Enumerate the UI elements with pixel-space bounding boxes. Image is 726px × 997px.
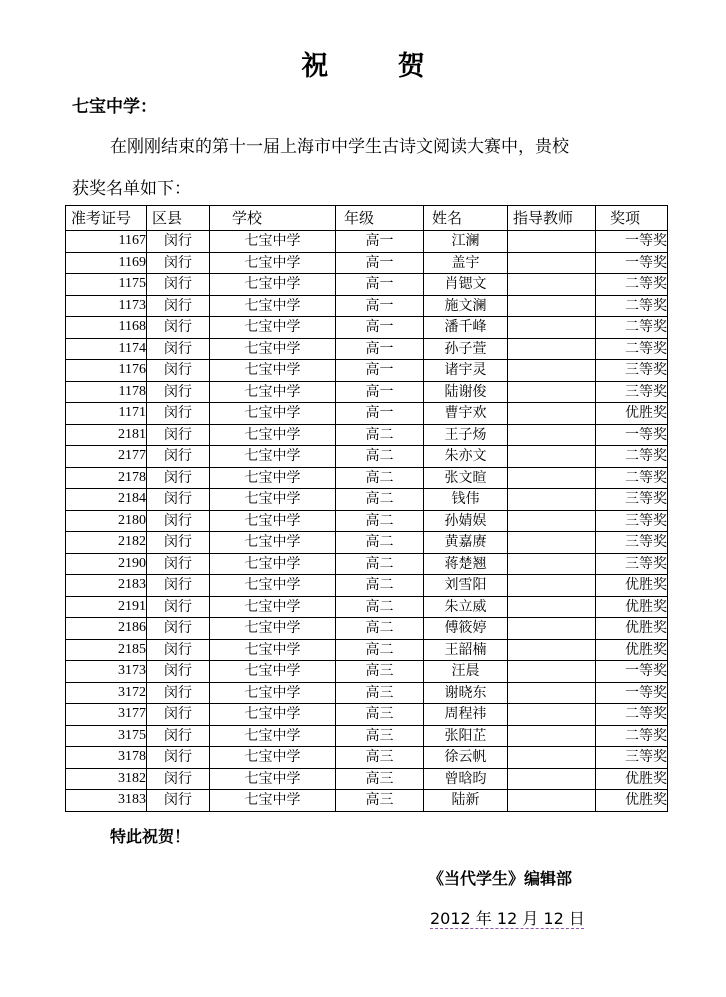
table-row (66, 381, 668, 403)
teacher-cell (508, 747, 596, 769)
grade-cell: 高一 (336, 295, 424, 317)
school-cell: 七宝中学 (210, 768, 336, 790)
district-cell: 闵行 (147, 747, 210, 769)
table-row (66, 274, 668, 296)
body-paragraph-1: 在刚刚结束的第十一届上海市中学生古诗文阅读大赛中，贵校 (110, 137, 569, 157)
header-teacher: 指导教师 (508, 206, 596, 231)
teacher-cell (508, 553, 596, 575)
school-cell: 七宝中学 (210, 618, 336, 640)
table-row (66, 575, 668, 597)
table-row (66, 424, 668, 446)
award-cell: 二等奖 (596, 446, 668, 468)
table-row (66, 532, 668, 554)
award-cell: 三等奖 (596, 553, 668, 575)
name-cell: 诸宇灵 (424, 360, 508, 382)
table-row (66, 747, 668, 769)
table-row (66, 317, 668, 339)
grade-cell: 高一 (336, 252, 424, 274)
award-cell: 三等奖 (596, 381, 668, 403)
name-cell: 孙婧娱 (424, 510, 508, 532)
table-row (66, 596, 668, 618)
name-cell: 曾晗昀 (424, 768, 508, 790)
name-cell: 盖宇 (424, 252, 508, 274)
table-row (66, 768, 668, 790)
school-cell: 七宝中学 (210, 317, 336, 339)
grade-cell: 高三 (336, 725, 424, 747)
teacher-cell (508, 532, 596, 554)
award-cell: 二等奖 (596, 704, 668, 726)
teacher-cell (508, 252, 596, 274)
district-cell: 闵行 (147, 295, 210, 317)
name-cell: 钱伟 (424, 489, 508, 511)
table-body (66, 231, 668, 812)
school-cell: 七宝中学 (210, 682, 336, 704)
teacher-cell (508, 231, 596, 253)
grade-cell: 高三 (336, 747, 424, 769)
table-row (66, 467, 668, 489)
exam-id-cell: 1168 (66, 317, 147, 339)
exam-id-cell: 2181 (66, 424, 147, 446)
table-row (66, 618, 668, 640)
header-school: 学校 (210, 206, 336, 231)
teacher-cell (508, 596, 596, 618)
header-grade: 年级 (336, 206, 424, 231)
name-cell: 傅筱婷 (424, 618, 508, 640)
teacher-cell (508, 274, 596, 296)
name-cell: 江澜 (424, 231, 508, 253)
school-cell: 七宝中学 (210, 596, 336, 618)
teacher-cell (508, 467, 596, 489)
award-cell: 三等奖 (596, 489, 668, 511)
grade-cell: 高三 (336, 704, 424, 726)
teacher-cell (508, 661, 596, 683)
school-cell: 七宝中学 (210, 575, 336, 597)
exam-id-cell: 2180 (66, 510, 147, 532)
teacher-cell (508, 725, 596, 747)
school-cell: 七宝中学 (210, 274, 336, 296)
district-cell: 闵行 (147, 661, 210, 683)
teacher-cell (508, 360, 596, 382)
school-cell: 七宝中学 (210, 790, 336, 812)
district-cell: 闵行 (147, 639, 210, 661)
signer-line: 《当代学生》编辑部 (428, 869, 573, 888)
district-cell: 闵行 (147, 618, 210, 640)
exam-id-cell: 2178 (66, 467, 147, 489)
award-cell: 三等奖 (596, 510, 668, 532)
exam-id-cell: 3183 (66, 790, 147, 812)
grade-cell: 高一 (336, 403, 424, 425)
district-cell: 闵行 (147, 489, 210, 511)
name-cell: 王子炀 (424, 424, 508, 446)
school-cell: 七宝中学 (210, 747, 336, 769)
district-cell: 闵行 (147, 360, 210, 382)
name-cell: 王韶楠 (424, 639, 508, 661)
name-cell: 周程祎 (424, 704, 508, 726)
name-cell: 曹宇欢 (424, 403, 508, 425)
teacher-cell (508, 338, 596, 360)
exam-id-cell: 3175 (66, 725, 147, 747)
teacher-cell (508, 403, 596, 425)
award-cell: 一等奖 (596, 231, 668, 253)
grade-cell: 高一 (336, 381, 424, 403)
district-cell: 闵行 (147, 510, 210, 532)
district-cell: 闵行 (147, 252, 210, 274)
school-cell: 七宝中学 (210, 639, 336, 661)
school-cell: 七宝中学 (210, 532, 336, 554)
exam-id-cell: 2185 (66, 639, 147, 661)
school-cell: 七宝中学 (210, 725, 336, 747)
name-cell: 谢晓东 (424, 682, 508, 704)
award-cell: 二等奖 (596, 338, 668, 360)
district-cell: 闵行 (147, 553, 210, 575)
awards-table (65, 205, 668, 812)
teacher-cell (508, 446, 596, 468)
award-cell: 二等奖 (596, 317, 668, 339)
award-cell: 二等奖 (596, 274, 668, 296)
school-cell: 七宝中学 (210, 424, 336, 446)
name-cell: 潘千峰 (424, 317, 508, 339)
body-paragraph-2: 获奖名单如下： (72, 179, 191, 199)
teacher-cell (508, 639, 596, 661)
date-underline (430, 928, 584, 929)
name-cell: 孙子萱 (424, 338, 508, 360)
teacher-cell (508, 295, 596, 317)
header-exam-id: 准考证号 (66, 206, 147, 231)
school-cell: 七宝中学 (210, 446, 336, 468)
school-cell: 七宝中学 (210, 360, 336, 382)
grade-cell: 高二 (336, 424, 424, 446)
grade-cell: 高二 (336, 639, 424, 661)
district-cell: 闵行 (147, 575, 210, 597)
teacher-cell (508, 510, 596, 532)
school-cell: 七宝中学 (210, 704, 336, 726)
exam-id-cell: 3178 (66, 747, 147, 769)
date-line: 2012 年 12 月 12 日 (430, 909, 585, 928)
closing-line: 特此祝贺！ (110, 827, 191, 846)
award-cell: 三等奖 (596, 360, 668, 382)
award-cell: 优胜奖 (596, 790, 668, 812)
table-row (66, 682, 668, 704)
teacher-cell (508, 704, 596, 726)
teacher-cell (508, 682, 596, 704)
name-cell: 汪晨 (424, 661, 508, 683)
district-cell: 闵行 (147, 704, 210, 726)
table-header-row (66, 206, 668, 231)
grade-cell: 高一 (336, 231, 424, 253)
grade-cell: 高二 (336, 467, 424, 489)
name-cell: 蒋楚翘 (424, 553, 508, 575)
teacher-cell (508, 790, 596, 812)
table-row (66, 725, 668, 747)
table-row (66, 338, 668, 360)
district-cell: 闵行 (147, 317, 210, 339)
award-cell: 三等奖 (596, 747, 668, 769)
header-district: 区县 (147, 206, 210, 231)
exam-id-cell: 2190 (66, 553, 147, 575)
district-cell: 闵行 (147, 338, 210, 360)
exam-id-cell: 3172 (66, 682, 147, 704)
table-row (66, 252, 668, 274)
award-cell: 二等奖 (596, 295, 668, 317)
award-cell: 二等奖 (596, 725, 668, 747)
exam-id-cell: 2191 (66, 596, 147, 618)
table-row (66, 360, 668, 382)
school-cell: 七宝中学 (210, 489, 336, 511)
grade-cell: 高二 (336, 489, 424, 511)
table-row (66, 553, 668, 575)
exam-id-cell: 1171 (66, 403, 147, 425)
district-cell: 闵行 (147, 274, 210, 296)
grade-cell: 高三 (336, 790, 424, 812)
district-cell: 闵行 (147, 532, 210, 554)
name-cell: 徐云帆 (424, 747, 508, 769)
exam-id-cell: 2184 (66, 489, 147, 511)
table-row (66, 446, 668, 468)
award-cell: 一等奖 (596, 661, 668, 683)
district-cell: 闵行 (147, 446, 210, 468)
exam-id-cell: 1178 (66, 381, 147, 403)
teacher-cell (508, 424, 596, 446)
school-cell: 七宝中学 (210, 510, 336, 532)
grade-cell: 高二 (336, 532, 424, 554)
grade-cell: 高一 (336, 274, 424, 296)
grade-cell: 高一 (336, 317, 424, 339)
header-award: 奖项 (596, 206, 668, 231)
school-cell: 七宝中学 (210, 252, 336, 274)
exam-id-cell: 2183 (66, 575, 147, 597)
recipient-line: 七宝中学： (72, 97, 157, 117)
district-cell: 闵行 (147, 381, 210, 403)
grade-cell: 高二 (336, 575, 424, 597)
school-cell: 七宝中学 (210, 295, 336, 317)
teacher-cell (508, 618, 596, 640)
award-cell: 一等奖 (596, 682, 668, 704)
name-cell: 张阳芷 (424, 725, 508, 747)
table-row (66, 295, 668, 317)
award-cell: 一等奖 (596, 424, 668, 446)
exam-id-cell: 1173 (66, 295, 147, 317)
school-cell: 七宝中学 (210, 381, 336, 403)
exam-id-cell: 2177 (66, 446, 147, 468)
exam-id-cell: 1175 (66, 274, 147, 296)
teacher-cell (508, 575, 596, 597)
name-cell: 朱立威 (424, 596, 508, 618)
table-row (66, 231, 668, 253)
grade-cell: 高三 (336, 682, 424, 704)
award-cell: 一等奖 (596, 252, 668, 274)
school-cell: 七宝中学 (210, 467, 336, 489)
grade-cell: 高二 (336, 618, 424, 640)
district-cell: 闵行 (147, 725, 210, 747)
grade-cell: 高一 (336, 360, 424, 382)
school-cell: 七宝中学 (210, 338, 336, 360)
table-row (66, 790, 668, 812)
exam-id-cell: 2186 (66, 618, 147, 640)
award-cell: 优胜奖 (596, 768, 668, 790)
district-cell: 闵行 (147, 790, 210, 812)
page-title: 祝 贺 (301, 51, 455, 82)
exam-id-cell: 3177 (66, 704, 147, 726)
table-row (66, 661, 668, 683)
district-cell: 闵行 (147, 596, 210, 618)
district-cell: 闵行 (147, 682, 210, 704)
grade-cell: 高二 (336, 446, 424, 468)
name-cell: 黄嘉赓 (424, 532, 508, 554)
grade-cell: 高一 (336, 338, 424, 360)
district-cell: 闵行 (147, 424, 210, 446)
school-cell: 七宝中学 (210, 553, 336, 575)
table-row (66, 704, 668, 726)
school-cell: 七宝中学 (210, 661, 336, 683)
name-cell: 刘雪阳 (424, 575, 508, 597)
award-cell: 优胜奖 (596, 575, 668, 597)
exam-id-cell: 1176 (66, 360, 147, 382)
district-cell: 闵行 (147, 467, 210, 489)
grade-cell: 高二 (336, 596, 424, 618)
teacher-cell (508, 489, 596, 511)
district-cell: 闵行 (147, 768, 210, 790)
table-row (66, 639, 668, 661)
grade-cell: 高二 (336, 510, 424, 532)
name-cell: 陆谢俊 (424, 381, 508, 403)
award-cell: 优胜奖 (596, 596, 668, 618)
school-cell: 七宝中学 (210, 403, 336, 425)
name-cell: 张文暄 (424, 467, 508, 489)
grade-cell: 高二 (336, 553, 424, 575)
award-cell: 优胜奖 (596, 618, 668, 640)
exam-id-cell: 2182 (66, 532, 147, 554)
teacher-cell (508, 317, 596, 339)
exam-id-cell: 1169 (66, 252, 147, 274)
header-name: 姓名 (424, 206, 508, 231)
award-cell: 优胜奖 (596, 403, 668, 425)
award-cell: 三等奖 (596, 532, 668, 554)
name-cell: 陆新 (424, 790, 508, 812)
award-cell: 优胜奖 (596, 639, 668, 661)
name-cell: 肖锶文 (424, 274, 508, 296)
exam-id-cell: 1174 (66, 338, 147, 360)
table-row (66, 489, 668, 511)
teacher-cell (508, 768, 596, 790)
exam-id-cell: 1167 (66, 231, 147, 253)
exam-id-cell: 3173 (66, 661, 147, 683)
district-cell: 闵行 (147, 403, 210, 425)
district-cell: 闵行 (147, 231, 210, 253)
table-row (66, 403, 668, 425)
teacher-cell (508, 381, 596, 403)
school-cell: 七宝中学 (210, 231, 336, 253)
grade-cell: 高三 (336, 768, 424, 790)
award-cell: 二等奖 (596, 467, 668, 489)
grade-cell: 高三 (336, 661, 424, 683)
exam-id-cell: 3182 (66, 768, 147, 790)
name-cell: 朱亦文 (424, 446, 508, 468)
name-cell: 施文澜 (424, 295, 508, 317)
table-row (66, 510, 668, 532)
